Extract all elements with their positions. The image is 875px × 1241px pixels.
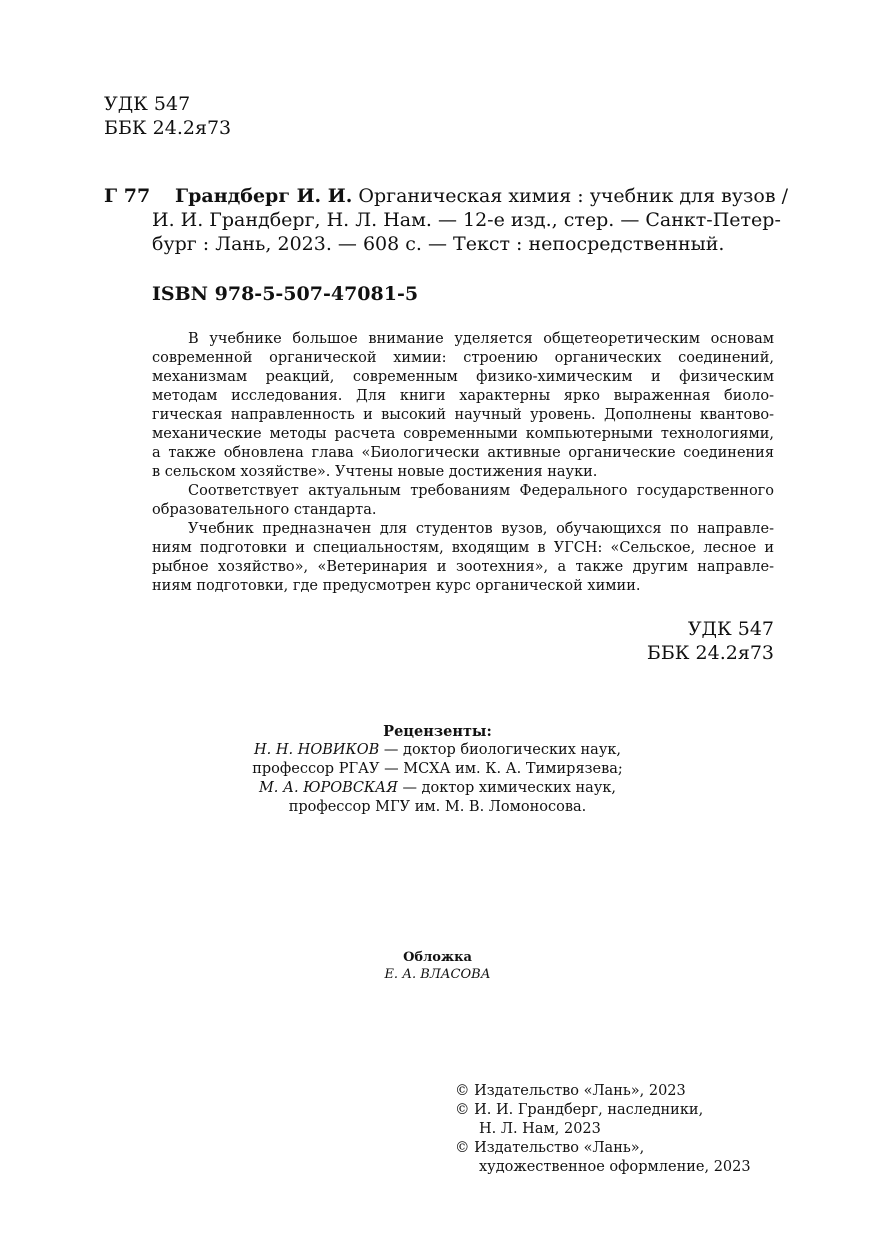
- copyright-line: художественное оформление, 2023: [479, 1159, 751, 1175]
- abstract-line: образовательного стандарта.: [152, 502, 377, 518]
- copyright-line: Н. Л. Нам, 2023: [479, 1121, 601, 1137]
- copyright-block: [455, 1082, 775, 1177]
- abstract-line: рыбное хозяйство», «Ветеринария и зоотехния», а также другим направле-: [152, 559, 774, 575]
- book-title: Органическая химия : учебник для вузов /: [352, 185, 788, 207]
- copyright-line: © И. И. Грандберг, наследники,: [455, 1102, 704, 1118]
- cover-heading: Обложка: [403, 950, 472, 965]
- reviewers: [200, 722, 675, 817]
- catalog-line-1: [175, 184, 788, 208]
- catalog-entry: [175, 184, 788, 208]
- reviewer-2: [200, 779, 675, 798]
- abstract-line: ниям подготовки и специальностям, входящим в УГСН: «Сельское, лесное и: [152, 540, 774, 556]
- abstract-line: ниям подготовки, где предусмотрен курс органической химии.: [152, 578, 641, 594]
- abstract: [152, 330, 774, 596]
- abstract-line: а также обновлена глава «Биологически активные органические соединения: [152, 445, 774, 461]
- abstract-line: методам исследования. Для книги характерны ярко выраженная биоло-: [152, 388, 774, 404]
- catalog-line-2: И. И. Грандберг, Н. Л. Нам. — 12-е изд., стер. — Санкт-Петер-: [152, 209, 781, 231]
- abstract-line: Соответствует актуальным требованиям Федерального государственного: [188, 483, 774, 499]
- abstract-line: В учебнике большое внимание уделяется общетеоретическим основам: [188, 331, 774, 347]
- author-name: Грандберг И. И.: [175, 185, 353, 207]
- abstract-line: механические методы расчета современными компьютерными технологиями,: [152, 426, 774, 442]
- abstract-line: в сельском хозяйстве». Учтены новые достижения науки.: [152, 464, 598, 480]
- copyright-line: © Издательство «Лань», 2023: [455, 1083, 686, 1099]
- classification-top: [104, 92, 231, 140]
- bbk-code-bottom: ББК 24.2я73: [646, 642, 774, 664]
- reviewer-1: [200, 741, 675, 760]
- isbn: ISBN 978-5-507-47081-5: [152, 283, 419, 305]
- cover-credit: [330, 949, 545, 983]
- reviewers-heading: Рецензенты:: [383, 723, 492, 740]
- bbk-code-top: ББК 24.2я73: [104, 117, 232, 139]
- reviewer-2-name: М. А. ЮРОВСКАЯ: [258, 780, 398, 796]
- catalog-line-3: бург : Лань, 2023. — 608 с. — Текст : непосредственный.: [152, 233, 725, 255]
- abstract-paragraph-1: [152, 330, 774, 482]
- abstract-line: современной органической химии: строению органических соединений,: [152, 350, 774, 366]
- copyright-line: © Издательство «Лань»,: [455, 1140, 645, 1156]
- abstract-line: гическая направленность и высокий научный уровень. Дополнены квантово-: [152, 407, 774, 423]
- classification-bottom: [480, 617, 774, 665]
- abstract-paragraph-2: [152, 482, 774, 520]
- udk-code-bottom: УДК 547: [687, 618, 774, 640]
- cover-designer: Е. А. ВЛАСОВА: [384, 967, 491, 982]
- catalog-code: Г 77: [104, 185, 151, 207]
- reviewer-1-affiliation: профессор РГАУ — МСХА им. К. А. Тимирязева;: [252, 761, 623, 777]
- reviewer-2-affiliation: профессор МГУ им. М. В. Ломоносова.: [288, 799, 587, 815]
- abstract-paragraph-3: [152, 520, 774, 596]
- catalog-entry-continued: [152, 208, 781, 256]
- abstract-line: механизмам реакций, современным физико-химическим и физическим: [152, 369, 774, 385]
- reviewer-2-title: — доктор химических наук,: [397, 780, 617, 796]
- reviewer-1-title: — доктор биологических наук,: [379, 742, 622, 758]
- udk-code-top: УДК 547: [104, 93, 191, 115]
- reviewer-1-name: Н. Н. НОВИКОВ: [253, 742, 380, 758]
- abstract-line: Учебник предназначен для студентов вузов, обучающихся по направле-: [188, 521, 774, 537]
